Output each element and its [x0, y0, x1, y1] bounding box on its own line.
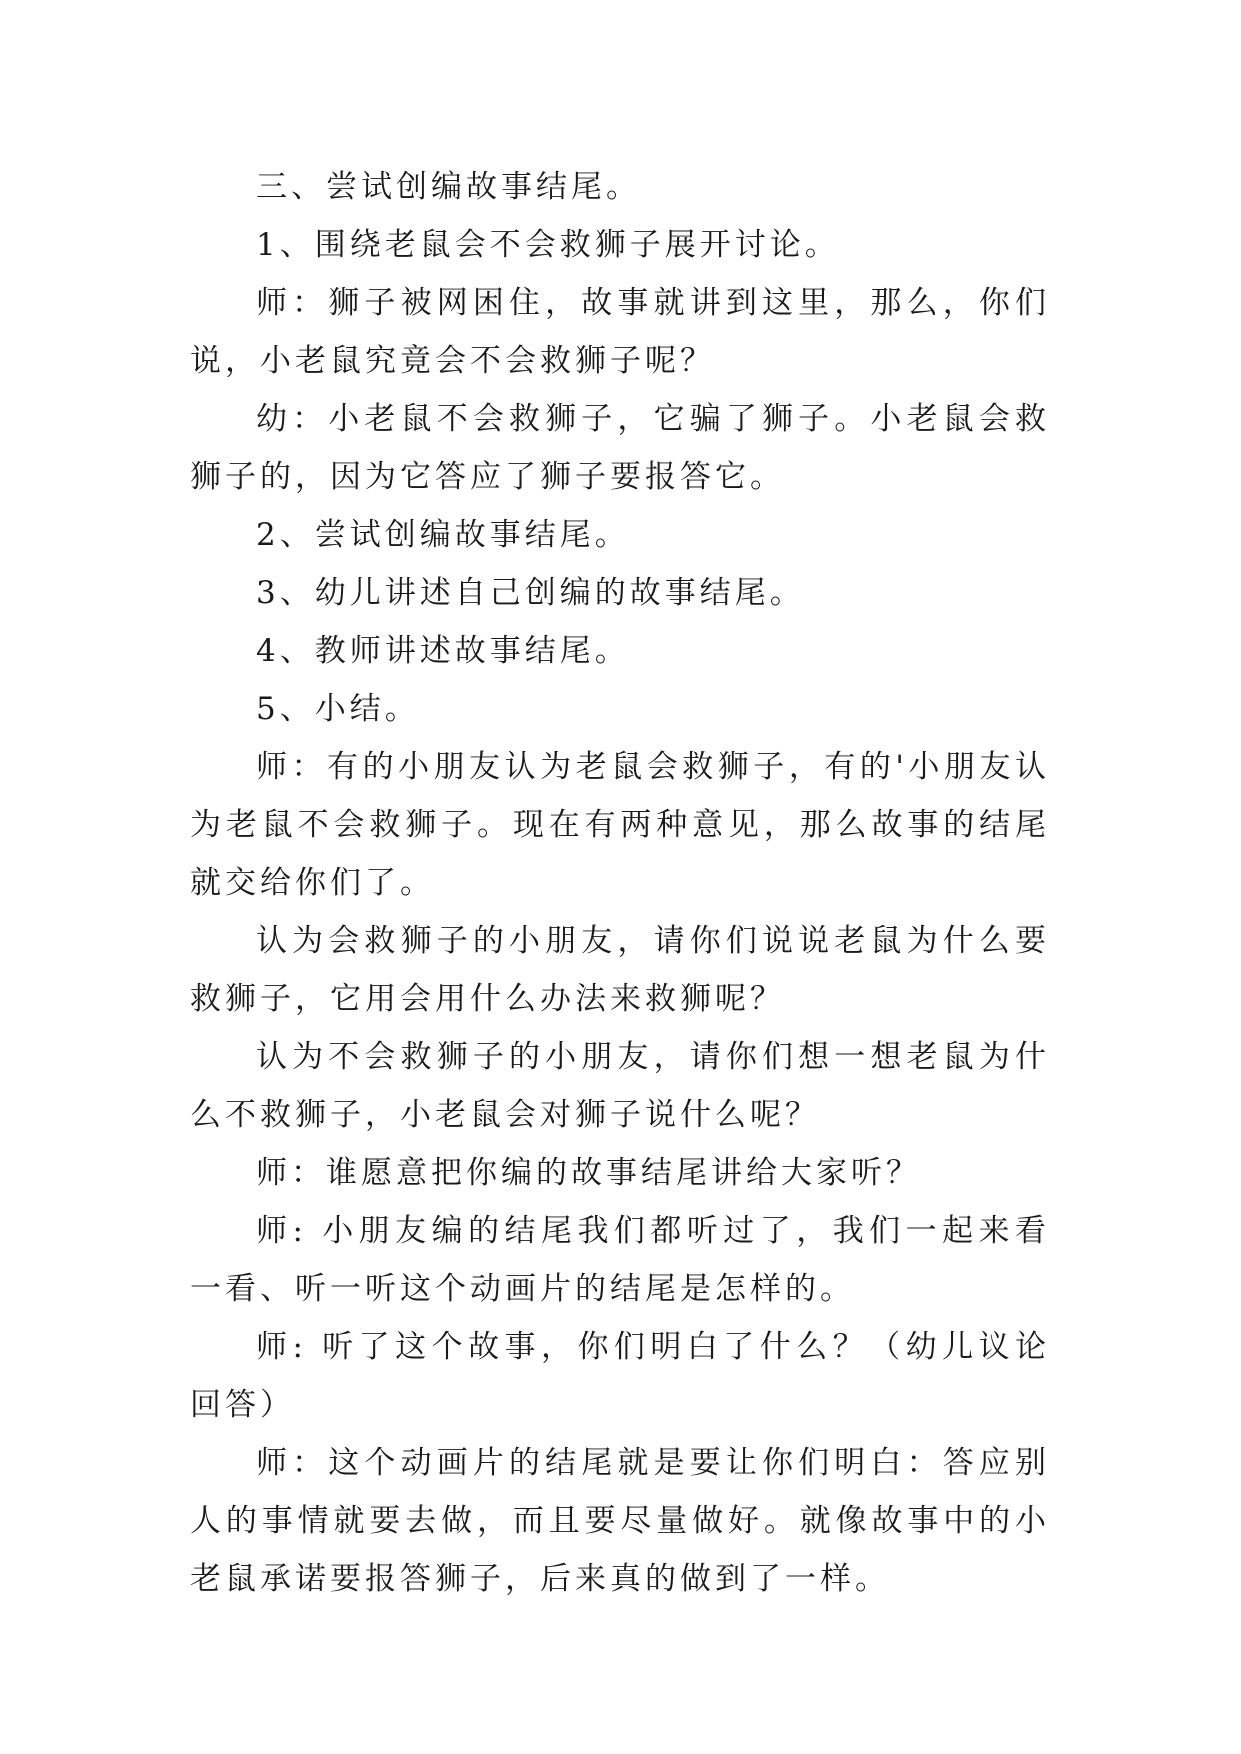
prompt-save: 认为会救狮子的小朋友，请你们说说老鼠为什么要救狮子，它用会用什么办法来救狮呢？ [190, 923, 1050, 1017]
teacher-conclusion: 师：这个动画片的结尾就是要让你们明白：答应别人的事情就要去做，而且要尽量做好。就像故事中的小老鼠承诺要报答狮子，后来真的做到了一样。 [190, 1445, 1050, 1597]
prompt-not-save: 认为不会救狮子的小朋友，请你们想一想老鼠为什么不救狮子，小老鼠会对狮子说什么呢？ [190, 1039, 1050, 1133]
section-heading: 三、尝试创编故事结尾。 [256, 169, 641, 205]
step-4: 4、教师讲述故事结尾。 [256, 633, 630, 669]
document-body [190, 158, 1050, 1608]
teacher-reflect: 师: 听了这个故事，你们明白了什么？（幼儿议论回答） [190, 1329, 1050, 1423]
teacher-summary: 师：有的小朋友认为老鼠会救狮子，有的'小朋友认为老鼠不会救狮子。现在有两种意见，那么故事的结尾就交给你们了。 [190, 749, 1050, 901]
teacher-question: 师：狮子被网困住，故事就讲到这里，那么，你们说，小老鼠究竟会不会救狮子呢？ [190, 285, 1050, 379]
step-2: 2、尝试创编故事结尾。 [256, 517, 630, 553]
teacher-invite: 师：谁愿意把你编的故事结尾讲给大家听？ [256, 1155, 921, 1191]
teacher-watch: 师: 小朋友编的结尾我们都听过了，我们一起来看一看、听一听这个动画片的结尾是怎样的。 [190, 1213, 1050, 1307]
step-5: 5、小结。 [256, 691, 420, 727]
step-3: 3、幼儿讲述自己创编的故事结尾。 [256, 575, 805, 611]
step-1: 1、围绕老鼠会不会救狮子展开讨论。 [256, 227, 840, 263]
child-answer: 幼：小老鼠不会救狮子，它骗了狮子。小老鼠会救狮子的，因为它答应了狮子要报答它。 [190, 401, 1050, 495]
